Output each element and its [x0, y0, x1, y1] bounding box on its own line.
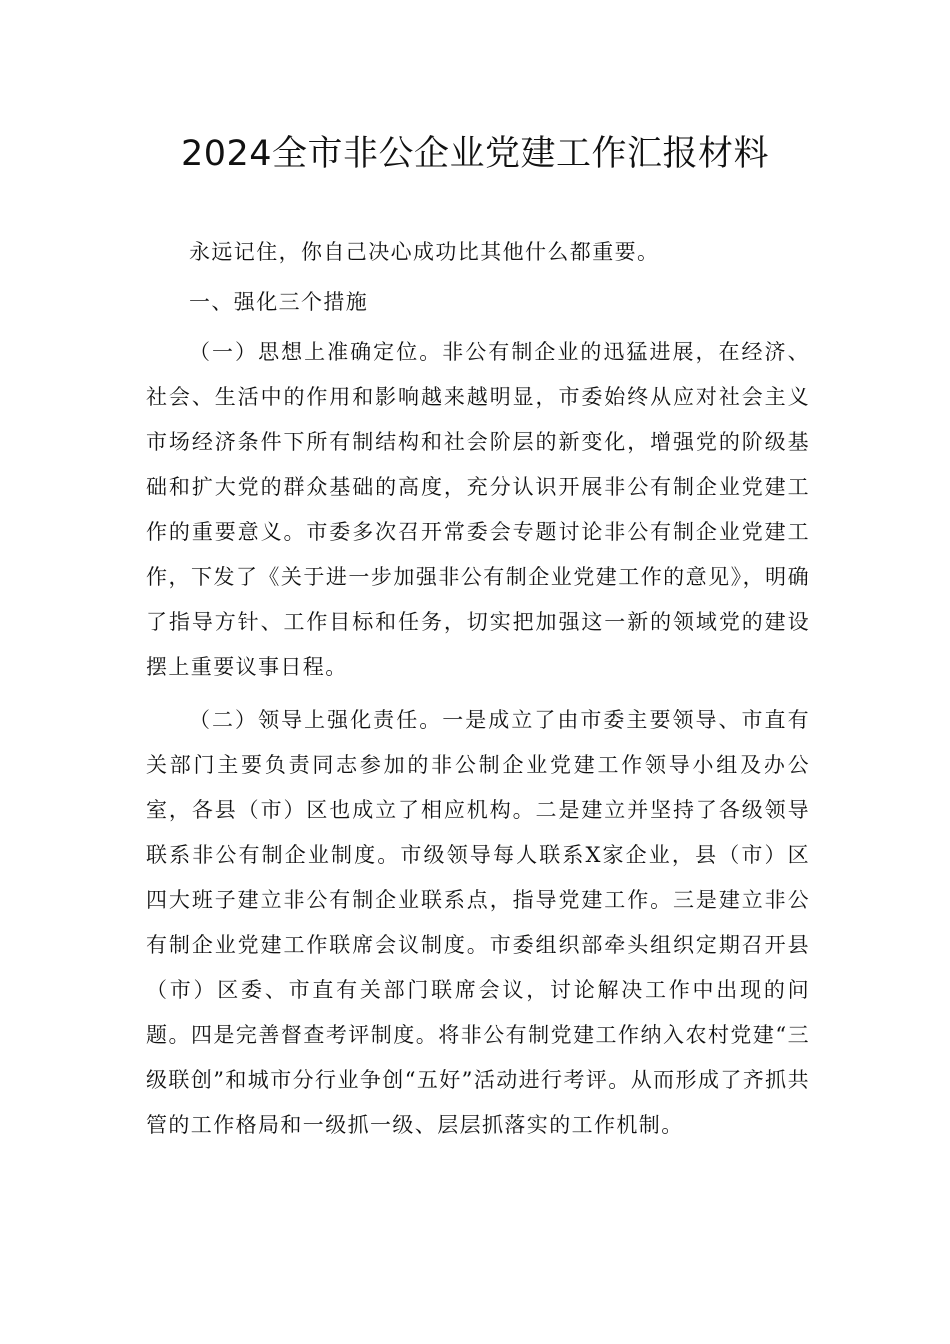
- section-heading-1: 一、强化三个措施: [189, 290, 369, 314]
- paragraph-positioning: （一）思想上准确定位。非公有制企业的迅猛进展，在经济、社会、生活中的作用和影响越来越明显，市委始终从应对社会主义市场经济条件下所有制结构和社会阶层的新变化，增强党的阶级基础和扩大党的群众基础的高度，充分认识开展非公有制企业党建工作的重要意义。市委多次召开常委会专题讨论非公有制企业党建工作，下发了《关于进一步加强非公有制企业党建工作的意见》，明确了指导方针、工作目标和任务，切实把加强这一新的领域党的建设摆上重要议事日程。: [146, 340, 810, 679]
- document-body: [146, 230, 810, 1153]
- paragraph-motto: 永远记住，你自己决心成功比其他什么都重要。: [189, 240, 660, 264]
- paragraph-responsibility: （二）领导上强化责任。一是成立了由市委主要领导、市直有关部门主要负责同志参加的非公制企业党建工作领导小组及办公室，各县（市）区也成立了相应机构。二是建立并坚持了各级领导联系非公有制企业制度。市级领导每人联系X家企业，县（市）区四大班子建立非公有制企业联系点，指导党建工作。三是建立非公有制企业党建工作联席会议制度。市委组织部牵头组织定期召开县（市）区委、市直有关部门联席会议，讨论解决工作中出现的问题。四是完善督查考评制度。将非公有制党建工作纳入农村党建“三级联创”和城市分行业争创“五好”活动进行考评。从而形成了齐抓共管的工作格局和一级抓一级、层层抓落实的工作机制。: [146, 708, 810, 1137]
- document-title: 2024全市非公企业党建工作汇报材料: [180, 134, 770, 174]
